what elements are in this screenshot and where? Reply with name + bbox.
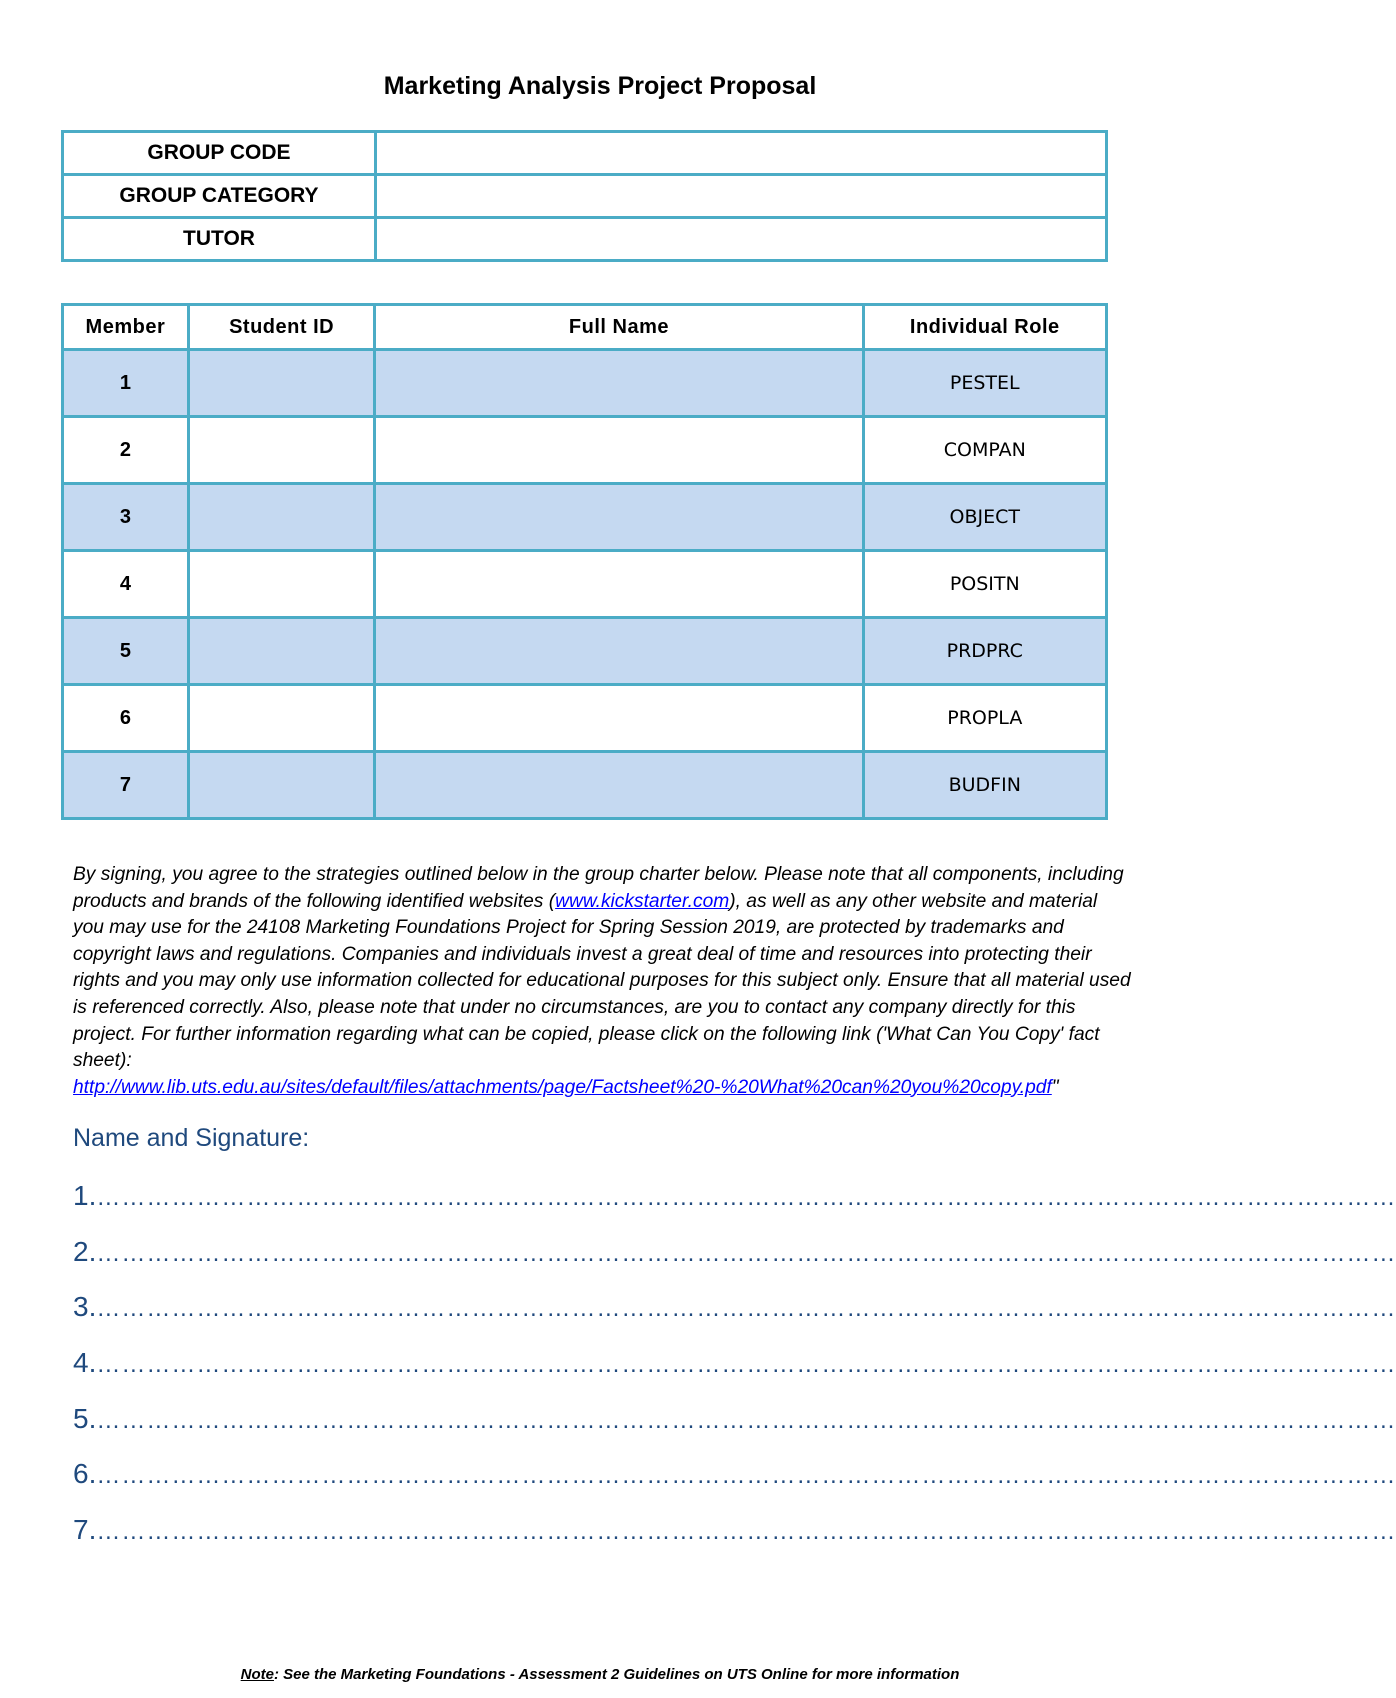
member-number: 3 [63,484,189,551]
student-id-cell[interactable] [188,551,375,618]
signature-lines [73,1180,1396,1570]
table-row [63,417,1107,484]
student-id-cell[interactable] [188,417,375,484]
student-id-cell[interactable] [188,752,375,819]
signature-number: 3. [73,1291,97,1323]
table-row [63,618,1107,685]
kickstarter-link[interactable]: www.kickstarter.com [555,890,730,912]
student-id-cell[interactable] [188,484,375,551]
footer-note-text: : See the Marketing Foundations - Assessment 2 Guidelines on UTS Online for more information [273,1666,960,1683]
group-info-table [61,130,1108,262]
full-name-cell[interactable] [375,752,863,819]
notice-text-body: ), as well as any other website and material you may use for the 24108 Marketing Foundations Project for Spring Session 2019, are protected by trademarks and copyright laws and regulations. Companies and individuals invest a great deal of time and resources into protecting their rights and you may only use information collected for educational purposes for this subject only. Ensure that all material used is referenced correctly. Also, please note that under no circumstances, are you to contact any company directly for this project. For further information regarding what can be copied, please click on the following link ('What Can You Copy' fact sheet): [73,890,1131,1072]
table-row [63,685,1107,752]
role-cell: POSITN [863,551,1106,618]
group-code-field[interactable] [376,132,1107,175]
header-full-name: Full Name [375,305,863,350]
tutor-field[interactable] [376,218,1107,261]
signature-line-1[interactable] [73,1180,1396,1236]
signature-dots: ………………………………………………………………………………………………………………………………………… [96,1518,1396,1546]
signature-line-4[interactable] [73,1347,1396,1403]
role-cell: BUDFIN [863,752,1106,819]
header-member: Member [63,305,189,350]
member-number: 6 [63,685,189,752]
member-number: 2 [63,417,189,484]
group-code-label: GROUP CODE [63,132,376,175]
copy-factsheet-link[interactable]: http://www.lib.uts.edu.au/sites/default/files/attachments/page/Factsheet%20-%20What%20can%20you%20copy.pdf [73,1076,1052,1098]
member-table [61,303,1108,820]
full-name-cell[interactable] [375,685,863,752]
group-category-row [63,175,1107,218]
full-name-cell[interactable] [375,417,863,484]
table-row [63,551,1107,618]
signature-dots: ………………………………………………………………………………………………………………………………………… [96,1351,1396,1379]
header-student-id: Student ID [188,305,375,350]
signature-line-7[interactable] [73,1514,1396,1570]
copyright-notice [73,862,1133,1101]
member-number: 1 [63,350,189,417]
page-title: Marketing Analysis Project Proposal [383,72,817,100]
signature-dots: ………………………………………………………………………………………………………………………………………… [96,1239,1396,1267]
group-category-label: GROUP CATEGORY [63,175,376,218]
signature-number: 1. [73,1180,97,1211]
footer-note [0,1666,1200,1683]
signature-dots: ………………………………………………………………………………………………………………………………………… [96,1184,1396,1211]
member-number: 4 [63,551,189,618]
full-name-cell[interactable] [375,350,863,417]
role-cell: PRDPRC [863,618,1106,685]
tutor-label: TUTOR [63,218,376,261]
signature-dots: ………………………………………………………………………………………………………………………………………… [96,1295,1396,1323]
member-number: 7 [63,752,189,819]
notice-text-intro: By signing, you agree to the strategies outlined below in the group charter below. Please note that all components, including products and brands of the following identified websites ( [73,864,1124,912]
role-cell: COMPAN [863,417,1106,484]
role-cell: OBJECT [863,484,1106,551]
notice-closing-quote: " [1051,1076,1059,1098]
footer-note-label: Note [240,1666,274,1683]
tutor-row [63,218,1107,261]
student-id-cell[interactable] [188,618,375,685]
group-category-field[interactable] [376,175,1107,218]
table-row [63,350,1107,417]
header-individual-role: Individual Role [863,305,1106,350]
table-row [63,484,1107,551]
signature-line-5[interactable] [73,1402,1396,1459]
signature-number: 2. [73,1235,97,1267]
signature-dots: ………………………………………………………………………………………………………………………………………… [96,1462,1396,1490]
full-name-cell[interactable] [375,484,863,551]
signature-line-3[interactable] [73,1291,1396,1347]
signature-number: 7. [73,1514,97,1546]
signature-number: 4. [73,1347,97,1379]
student-id-cell[interactable] [188,350,375,417]
full-name-cell[interactable] [375,551,863,618]
role-cell: PESTEL [863,350,1106,417]
table-row [63,752,1107,819]
member-table-header [63,305,1107,350]
role-cell: PROPLA [863,685,1106,752]
full-name-cell[interactable] [375,618,863,685]
member-number: 5 [63,618,189,685]
signature-line-2[interactable] [73,1235,1396,1292]
signature-line-6[interactable] [73,1458,1396,1514]
group-code-row [63,132,1107,175]
signature-heading: Name and Signature: [73,1124,310,1152]
signature-number: 5. [73,1402,97,1434]
student-id-cell[interactable] [188,685,375,752]
signature-number: 6. [73,1458,97,1490]
signature-dots: ………………………………………………………………………………………………………………………………………… [96,1406,1396,1434]
